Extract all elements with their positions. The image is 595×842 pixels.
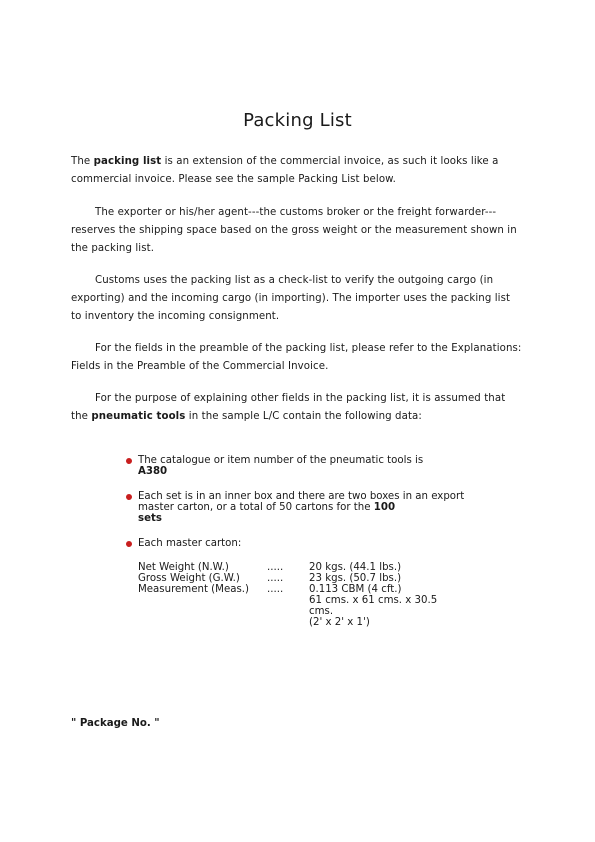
master-carton-text: Each master carton: — [138, 538, 242, 549]
measurement-value: 0.113 CBM (4 cft.) — [309, 584, 402, 595]
sets-word: sets — [138, 513, 162, 524]
packing-text: Each set is in an inner box and there are two boxes in an export master carton, or a total of 50 cartons for the — [138, 491, 465, 513]
leader-dots: ..... — [267, 573, 284, 584]
list-item-master-carton — [124, 538, 484, 549]
exporter-paragraph: The exporter or his/her agent---the customs broker or the freight forwarder---reserves the shipping space based on the gross weight or the measurement shown in the packing list. — [71, 207, 517, 254]
preamble-paragraph: For the fields in the preamble of the packing list, please refer to the Explanations: Fields in the Preamble of the Commercial Invoice. — [71, 343, 522, 372]
intro-text-end: is an extension of the commercial invoice, as such it looks like a commercial invoice. Please see the sample Packing List below. — [71, 156, 499, 185]
list-item-packing — [124, 491, 484, 524]
red-bullet-icon — [126, 494, 132, 500]
gross-weight-label: Gross Weight (G.W.) — [138, 573, 240, 584]
customs-paragraph: Customs uses the packing list as a check-list to verify the outgoing cargo (in exporting) and the incoming cargo (in importing). The importer uses the packing list to inventory the incoming consignment. — [71, 275, 511, 322]
intro-text-start: The — [71, 156, 94, 167]
red-bullet-icon — [126, 541, 132, 547]
packing-list-term: packing list — [93, 156, 162, 167]
set-count: 100 — [373, 502, 396, 513]
package-no-heading: " Package No. " — [71, 718, 160, 729]
catalogue-number: A380 — [138, 466, 168, 477]
pneumatic-tools-term: pneumatic tools — [91, 411, 186, 422]
dimensions-cm-unit: cms. — [309, 606, 334, 617]
purpose-text-end: in the sample L/C contain the following data: — [185, 411, 422, 422]
dimensions-ft: (2' x 2' x 1') — [309, 617, 370, 628]
measurement-label: Measurement (Meas.) — [138, 584, 249, 595]
red-bullet-icon — [126, 458, 132, 464]
dimensions-cm: 61 cms. x 61 cms. x 30.5 — [309, 595, 438, 606]
catalogue-text: The catalogue or item number of the pneumatic tools is — [138, 455, 424, 466]
page-title: Packing List — [243, 110, 352, 131]
net-weight-value: 20 kgs. (44.1 lbs.) — [309, 562, 402, 573]
purpose-paragraph — [71, 390, 523, 426]
leader-dots: ..... — [267, 562, 284, 573]
gross-weight-value: 23 kgs. (50.7 lbs.) — [309, 573, 402, 584]
leader-dots: ..... — [267, 584, 284, 595]
intro-paragraph — [71, 153, 523, 189]
purpose-text-start: For the purpose of explaining other fields in the packing list, it is assumed that the — [71, 393, 506, 422]
list-item-catalogue — [124, 455, 484, 477]
net-weight-label: Net Weight (N.W.) — [138, 562, 229, 573]
data-bullet-list — [124, 455, 484, 549]
